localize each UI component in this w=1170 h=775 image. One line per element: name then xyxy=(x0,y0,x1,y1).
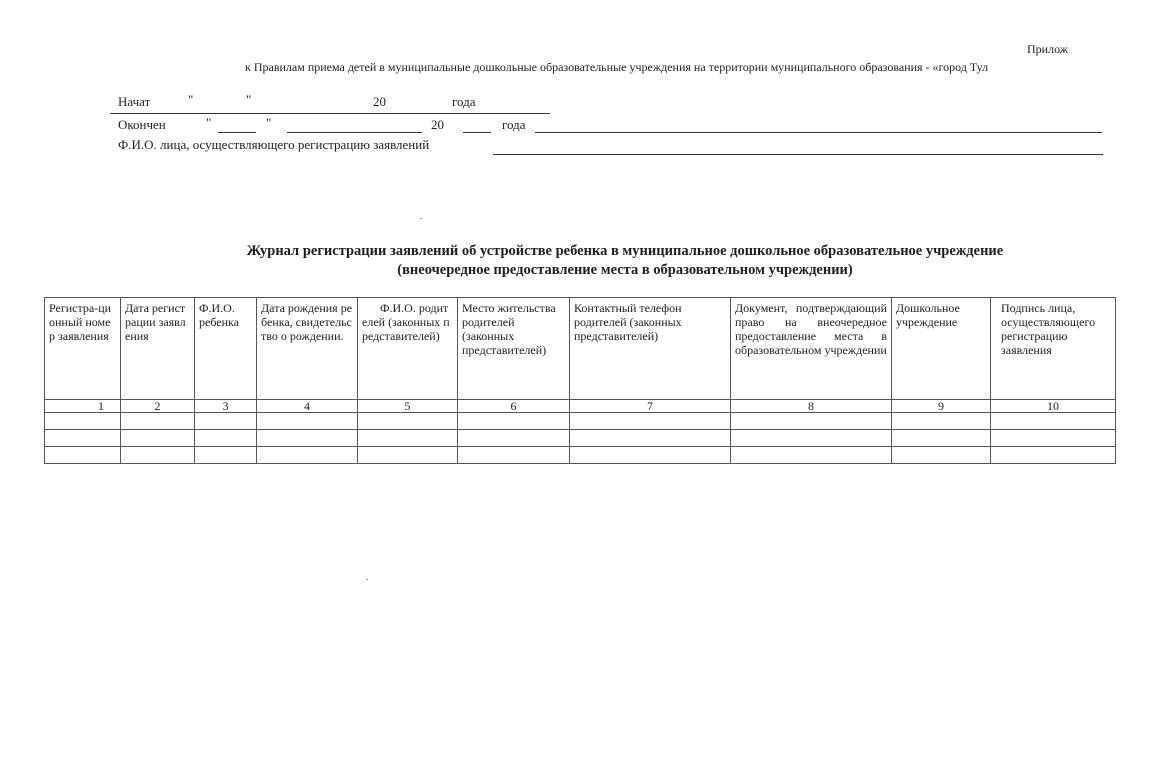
column-header: Подпись лица, осуществляющего регистрацию заявления xyxy=(991,298,1116,400)
registration-journal-table xyxy=(44,297,1116,464)
ended-year-underline xyxy=(463,132,491,133)
table-cell xyxy=(991,447,1116,464)
table-cell xyxy=(570,413,731,430)
column-number: 1 xyxy=(45,400,121,413)
table-cell xyxy=(358,413,458,430)
started-quote-open: " xyxy=(188,92,194,107)
ended-quote-open: " xyxy=(206,115,212,130)
table-cell xyxy=(731,447,892,464)
table-cell xyxy=(358,447,458,464)
registrar-label: Ф.И.О. лица, осуществляющего регистрацию заявлений xyxy=(118,137,430,152)
column-number: 8 xyxy=(731,400,892,413)
started-quote-close: " xyxy=(246,92,252,107)
table-cell xyxy=(257,413,358,430)
started-label: Начат xyxy=(118,94,151,109)
started-year: 20 xyxy=(373,94,386,109)
column-number: 4 xyxy=(257,400,358,413)
ended-quote-close: " xyxy=(266,115,272,130)
journal-title xyxy=(150,242,1100,280)
table-row xyxy=(45,430,1116,447)
column-number: 7 xyxy=(570,400,731,413)
column-number: 2 xyxy=(121,400,195,413)
column-header: Регистра-ционный номер заявления xyxy=(45,298,121,400)
ended-year-suffix: года xyxy=(502,117,526,132)
table-cell xyxy=(121,413,195,430)
rules-reference: к Правилам приема детей в муниципальные дошкольные образовательные учреждения на территории муниципального образования - «город Тул xyxy=(245,60,989,74)
table-cell xyxy=(195,447,257,464)
ended-rest-underline xyxy=(535,132,1102,133)
journal-title-line2: (внеочередное предоставление места в образовательном учреждении) xyxy=(397,262,853,278)
table-cell xyxy=(45,447,121,464)
table-cell xyxy=(458,413,570,430)
table-cell xyxy=(458,447,570,464)
ended-year: 20 xyxy=(431,117,444,132)
table-cell xyxy=(121,430,195,447)
ended-label: Окончен xyxy=(118,117,166,132)
started-underline xyxy=(110,113,550,114)
table-cell xyxy=(121,447,195,464)
table-cell xyxy=(570,430,731,447)
table-cell xyxy=(45,413,121,430)
scan-speck xyxy=(420,218,422,219)
table-cell xyxy=(458,430,570,447)
appendix-label: Прилож xyxy=(1027,42,1069,56)
table-row xyxy=(45,413,1116,430)
column-number: 5 xyxy=(358,400,458,413)
column-header: Контактный телефон родителей (законных представителей) xyxy=(570,298,731,400)
column-header: Ф.И.О. ребенка xyxy=(195,298,257,400)
table-cell xyxy=(892,413,991,430)
column-number: 9 xyxy=(892,400,991,413)
column-number: 6 xyxy=(458,400,570,413)
scan-speck xyxy=(366,579,368,580)
table-cell xyxy=(991,430,1116,447)
column-header: Дошкольное учреждение xyxy=(892,298,991,400)
table-cell xyxy=(195,413,257,430)
table-cell xyxy=(731,413,892,430)
column-header: Дата регистрации заявления xyxy=(121,298,195,400)
journal-title-line1: Журнал регистрации заявлений об устройстве ребенка в муниципальное дошкольное образовательное учреждение xyxy=(246,243,1004,259)
table-cell xyxy=(570,447,731,464)
column-header: Документ, подтверждающий право на внеочередное предоставление места в образовательном учреждении xyxy=(731,298,892,400)
table-cell xyxy=(892,430,991,447)
registrar-underline xyxy=(493,154,1103,155)
column-header: Дата рождения ребенка, свидетельство о рождении. xyxy=(257,298,358,400)
table-cell xyxy=(892,447,991,464)
table-cell xyxy=(991,413,1116,430)
table-cell xyxy=(45,430,121,447)
ended-month-underline xyxy=(287,132,422,133)
table-row xyxy=(45,447,1116,464)
table-header-row xyxy=(45,298,1116,400)
column-header: Ф.И.О. родителей (законных представителей) xyxy=(358,298,458,400)
table-cell xyxy=(257,430,358,447)
started-year-suffix: года xyxy=(452,94,476,109)
table-cell xyxy=(358,430,458,447)
column-number: 3 xyxy=(195,400,257,413)
column-number-row xyxy=(45,400,1116,413)
table-cell xyxy=(257,447,358,464)
table-cell xyxy=(195,430,257,447)
column-number: 10 xyxy=(991,400,1116,413)
ended-day-underline xyxy=(218,132,256,133)
table-cell xyxy=(731,430,892,447)
column-header: Место жительства родителей (законных представителей) xyxy=(458,298,570,400)
